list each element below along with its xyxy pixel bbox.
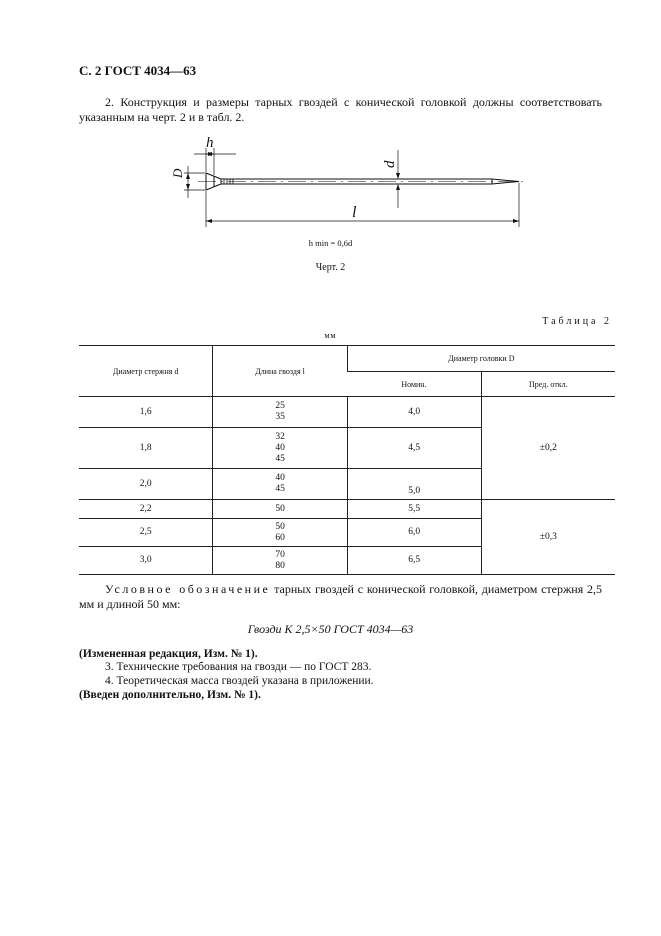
cell-l: 50 (213, 500, 347, 519)
table-title: Таблица 2 (542, 316, 612, 327)
label-D: D (170, 168, 185, 178)
header-nominal: Номин. (347, 372, 481, 397)
drawing-caption: Черт. 2 (315, 262, 346, 273)
cell-l: 32 40 45 (213, 428, 347, 469)
cell-tol-1: ±0,2 (481, 397, 615, 500)
cell-d: 2,2 (79, 500, 213, 519)
label-d: d (382, 160, 398, 168)
page-header: С. 2 ГОСТ 4034—63 (79, 63, 197, 78)
table-row (79, 500, 615, 519)
item-4: 4. Теоретическая масса гвоздей указана в приложении. (105, 675, 374, 687)
cell-d: 3,0 (79, 547, 213, 575)
header-head-diameter: Диаметр головки D (347, 346, 615, 372)
cell-nom: 6,0 (347, 519, 481, 547)
cell-tol-2: ±0,3 (481, 500, 615, 575)
header-tolerance: Пред. откл. (481, 372, 615, 397)
designation-rest: тарных гвоздей с конической головкой, диаметром стержня 2,5 мм и длиной 50 мм: (79, 582, 602, 611)
units-label: мм (324, 331, 337, 340)
note-added: (Введен дополнительно, Изм. № 1). (79, 689, 261, 701)
designation-lead: Условное обозначение (105, 582, 271, 596)
cell-nom: 4,0 (347, 397, 481, 428)
paragraph-2: 2. Конструкция и размеры тарных гвоздей с конической головкой должны соответствовать указанным на черт. 2 и в табл. 2. (79, 95, 602, 124)
cell-l: 50 60 (213, 519, 347, 547)
cell-l: 40 45 (213, 469, 347, 500)
header-rod-diameter: Диаметр стержня d (79, 346, 213, 397)
header-nail-length: Длина гвоздя l (213, 346, 347, 397)
cell-nom: 5,0 (347, 469, 481, 500)
item-3: 3. Технические требования на гвозди — по ГОСТ 283. (105, 661, 372, 673)
designation-example: Гвозди К 2,5×50 ГОСТ 4034—63 (247, 622, 414, 636)
cell-nom: 4,5 (347, 428, 481, 469)
cell-nom: 6,5 (347, 547, 481, 575)
cell-d: 2,5 (79, 519, 213, 547)
cell-d: 1,6 (79, 397, 213, 428)
cell-l: 70 80 (213, 547, 347, 575)
formula: h min = 0,6d (308, 238, 353, 248)
nail-dimensions-table (79, 345, 615, 575)
cell-nom: 5,5 (347, 500, 481, 519)
cell-l: 25 35 (213, 397, 347, 428)
label-h: h (206, 135, 214, 151)
nail-drawing (170, 132, 530, 232)
label-l: l (352, 204, 357, 221)
table-row (79, 397, 615, 428)
note-edit: (Измененная редакция, Изм. № 1). (79, 648, 258, 660)
cell-d: 2,0 (79, 469, 213, 500)
cell-d: 1,8 (79, 428, 213, 469)
designation-paragraph (79, 582, 602, 612)
